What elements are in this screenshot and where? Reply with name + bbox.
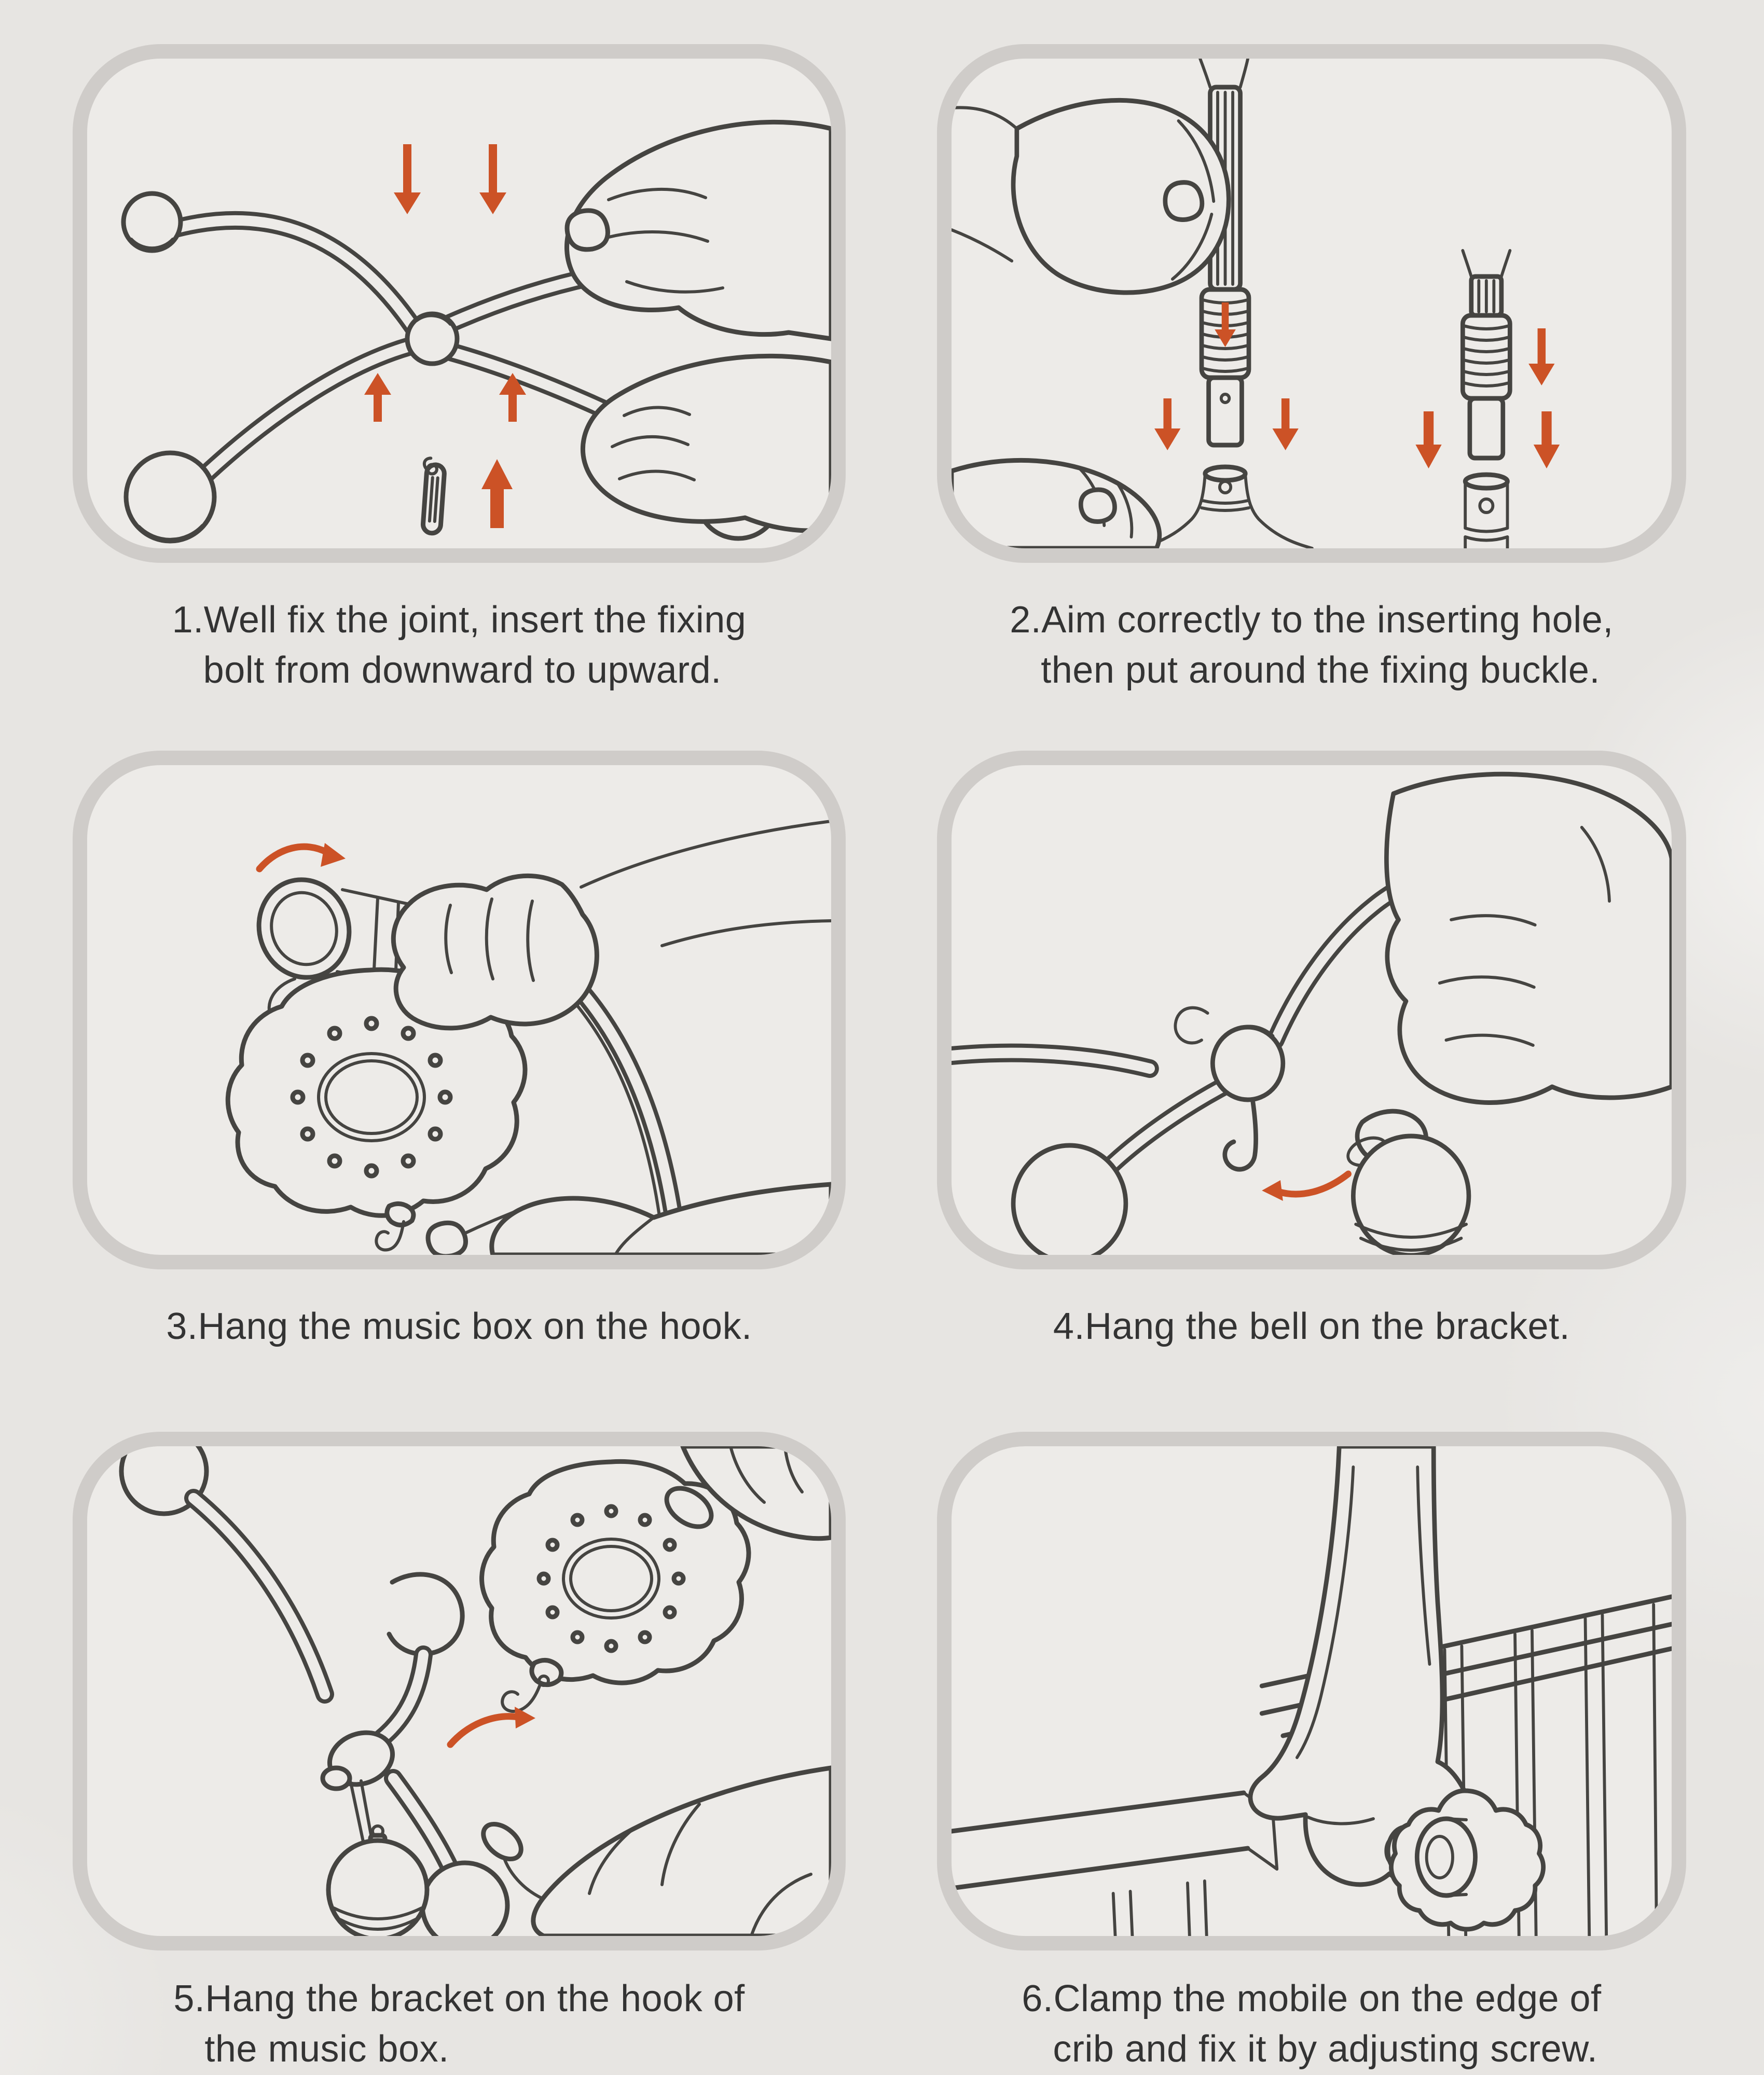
step-5-illustration xyxy=(87,1446,831,1936)
step-2-caption xyxy=(937,595,1686,696)
step-5 xyxy=(73,1432,846,2074)
caption-line: 5.Hang the bracket on the hook of xyxy=(173,1978,745,2019)
hand xyxy=(428,1184,831,1255)
bell xyxy=(1344,1111,1469,1255)
caption-line: 1.Well fix the joint, insert the fixing xyxy=(172,599,747,641)
step-3-illustration xyxy=(87,765,831,1255)
step-1 xyxy=(73,44,846,696)
step-1-panel xyxy=(73,44,846,563)
mobile-arm xyxy=(121,1446,325,1694)
curved-arrow-icon xyxy=(450,1707,535,1745)
hand xyxy=(659,1446,831,1539)
step-1-caption xyxy=(73,595,846,696)
up-arrow-icon xyxy=(364,373,526,528)
step-4-illustration xyxy=(952,765,1672,1255)
caption-line: the music box. xyxy=(204,2028,449,2070)
step-3 xyxy=(73,751,846,1352)
caption-line: 3.Hang the music box on the hook. xyxy=(166,1306,752,1347)
down-arrow-icon xyxy=(394,144,506,214)
step-6-panel xyxy=(937,1432,1686,1951)
step-5-panel xyxy=(73,1432,846,1951)
curved-arrow-icon xyxy=(1262,1174,1348,1201)
step-1-illustration xyxy=(87,59,831,548)
caption-line: 6.Clamp the mobile on the edge of xyxy=(1022,1978,1602,2019)
step-6-illustration xyxy=(952,1446,1672,1936)
caption-line: 4.Hang the bell on the bracket. xyxy=(1053,1306,1570,1347)
step-3-caption xyxy=(73,1302,846,1352)
step-5-caption xyxy=(73,1974,846,2074)
step-2-illustration xyxy=(952,59,1672,548)
step-3-panel xyxy=(73,751,846,1269)
bracket xyxy=(322,1574,507,1936)
hand xyxy=(1386,774,1672,1102)
step-6-caption xyxy=(937,1974,1686,2074)
caption-line: bolt from downward to upward. xyxy=(203,649,722,691)
music-box xyxy=(482,1461,749,1711)
hook xyxy=(502,1686,540,1711)
step-4-panel xyxy=(937,751,1686,1269)
hook xyxy=(1175,1008,1207,1043)
hand xyxy=(952,460,1160,548)
step-2 xyxy=(937,44,1686,696)
step-6 xyxy=(937,1432,1686,2074)
caption-line: then put around the fixing buckle. xyxy=(1041,649,1600,691)
caption-line: crib and fix it by adjusting screw. xyxy=(1053,2028,1598,2070)
step-4-caption xyxy=(937,1302,1686,1352)
hand xyxy=(393,821,831,1028)
hand xyxy=(952,100,1229,293)
pole-and-socket-detail xyxy=(1463,251,1510,548)
support-pole-socket xyxy=(1138,467,1312,548)
fixing-bolt xyxy=(420,458,446,533)
hand xyxy=(567,122,831,339)
hook xyxy=(1225,1101,1256,1169)
hand xyxy=(477,1768,831,1936)
step-2-panel xyxy=(937,44,1686,563)
step-4 xyxy=(937,751,1686,1352)
hand xyxy=(583,356,831,530)
caption-line: 2.Aim correctly to the inserting hole, xyxy=(1010,599,1614,641)
